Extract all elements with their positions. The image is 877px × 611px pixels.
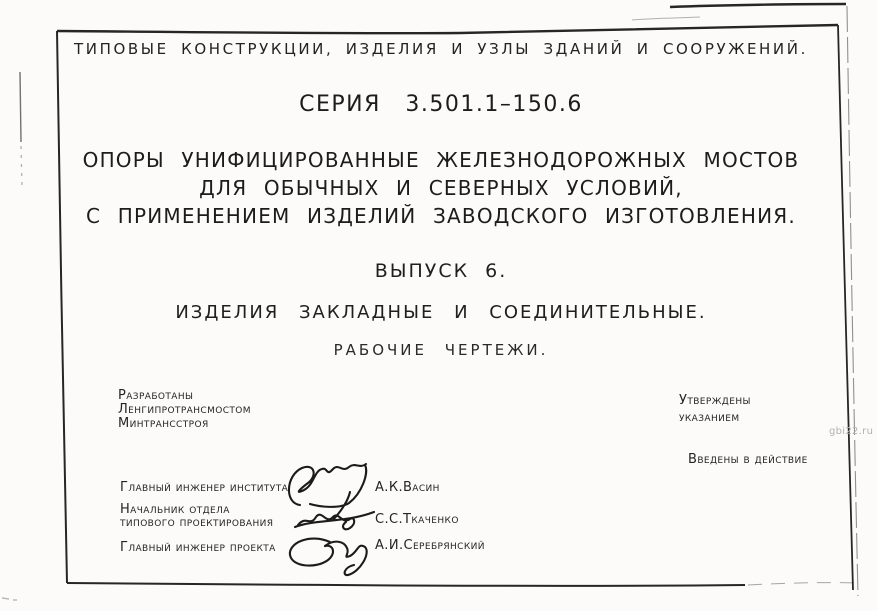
outer-right-edge-line — [847, 6, 858, 596]
signatory-role-1: Главный инженер института — [120, 480, 289, 495]
title-line-1: ОПОРЫ УНИФИЦИРОВАННЫЕ ЖЕЛЕЗНОДОРОЖНЫХ МОСТОВ — [82, 148, 800, 172]
title-line-3: С ПРИМЕНЕНИЕМ ИЗДЕЛИЙ ЗАВОДСКОГО ИЗГОТОВЛЕНИЯ. — [86, 204, 796, 228]
signature-vasin — [289, 464, 366, 507]
approved-block — [679, 392, 751, 426]
developed-by-label: Разработаны — [118, 388, 194, 403]
effective-date-line: Введены в действие — [688, 452, 808, 467]
signature-serebryansky — [290, 539, 367, 576]
signatory-name-2: С.С.Ткаченко — [375, 512, 459, 527]
signatory-name-3: А.И.Серебрянский — [375, 538, 485, 553]
issue-number: ВЫПУСК 6. — [374, 260, 508, 282]
frame-bottom-fade-line — [748, 583, 858, 585]
document-type: РАБОЧИЕ ЧЕРТЕЖИ. — [333, 341, 549, 359]
signatory-role-3: Главный инженер проекта — [120, 540, 276, 555]
outer-top-smudge-line — [632, 17, 700, 20]
signatory-role-2-line2: типового проектирования — [120, 515, 274, 530]
outer-left-edge-line — [20, 72, 21, 142]
signatures-graphic — [270, 455, 405, 583]
developed-by-block — [118, 389, 251, 431]
outer-left-edge-fade — [21, 146, 22, 186]
signatory-role-2-line1: Начальник отдела — [120, 502, 230, 517]
title-line-2: ДЛЯ ОБЫЧНЫХ И СЕВЕРНЫХ УСЛОВИЙ, — [199, 176, 683, 200]
signature-tkachenko — [295, 492, 374, 529]
approved-line1: Утверждены — [679, 393, 751, 408]
developed-by-org2: Минтрансстроя — [118, 416, 209, 431]
issue-subtitle: ИЗДЕЛИЯ ЗАКЛАДНЫЕ И СОЕДИНИТЕЛЬНЫЕ. — [175, 302, 707, 323]
frame-right-line — [838, 25, 853, 590]
corner-smudge — [2, 598, 17, 600]
document-classification-header: ТИПОВЫЕ КОНСТРУКЦИИ, ИЗДЕЛИЯ И УЗЛЫ ЗДАНИЙ И СООРУЖЕНИЙ. — [74, 40, 808, 58]
frame-top-line — [57, 25, 838, 33]
document-title — [60, 146, 822, 230]
approved-line2: указанием — [679, 410, 740, 425]
site-watermark: gbi22.ru — [829, 426, 874, 437]
signatory-name-1: А.К.Васин — [375, 480, 440, 495]
outer-top-edge-line — [670, 4, 846, 7]
developed-by-org1: Ленгипротрансмостом — [118, 402, 251, 417]
series-number: СЕРИЯ 3.501.1–150.6 — [299, 92, 583, 117]
frame-bottom-line — [67, 583, 745, 586]
